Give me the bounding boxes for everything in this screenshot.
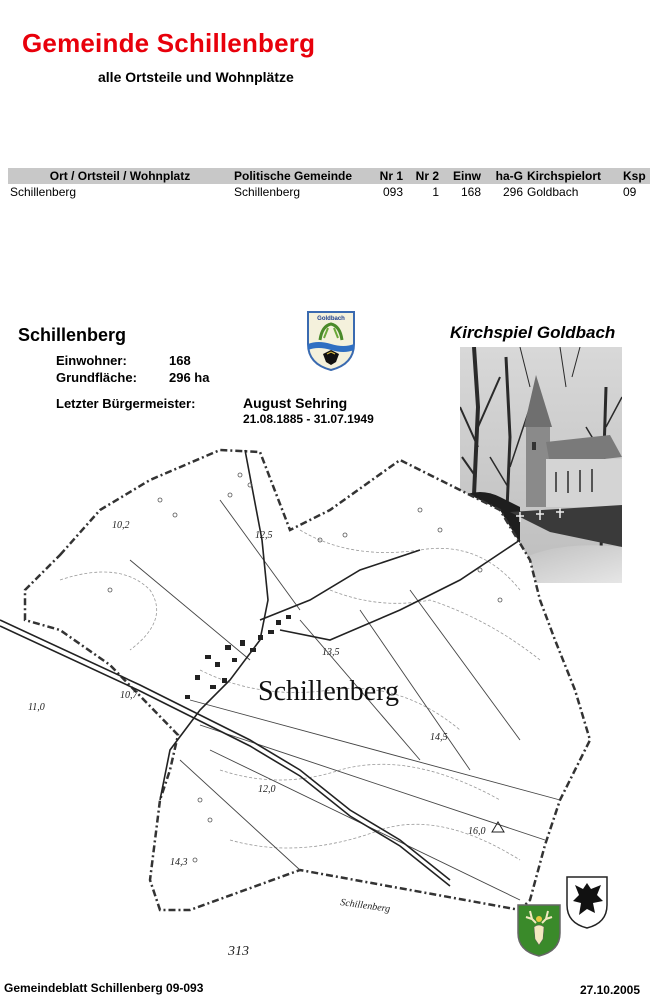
population-label: Einwohner: (56, 353, 127, 368)
page-title: Gemeinde Schillenberg (22, 28, 316, 58)
column-header: Ksp (621, 168, 650, 184)
area-label: Grundfläche: (56, 370, 137, 385)
table-cell: Schillenberg (234, 185, 301, 199)
mayor-dates: 21.08.1885 - 31.07.1949 (243, 412, 374, 426)
parish-title: Kirchspiel Goldbach (450, 323, 616, 342)
height-label: 12,0 (258, 784, 276, 795)
column-header: Ort / Ortsteil / Wohnplatz (8, 168, 232, 184)
area-value: 296 ha (169, 370, 210, 385)
height-label: 14,3 (170, 857, 188, 868)
height-label: 13,5 (322, 647, 340, 658)
height-label: 313 (228, 944, 249, 959)
mayor-label: Letzter Bürgermeister: (56, 396, 196, 411)
locality-stats (56, 352, 209, 386)
table-cell: 093 (382, 185, 403, 199)
table-cell: 09 (623, 185, 637, 199)
topographic-map (0, 440, 650, 970)
map-road-label: Schillenberg (339, 897, 391, 915)
goldbach-crest-icon (306, 310, 356, 372)
footer-date: 27.10.2005 (579, 983, 640, 997)
stat-row-population (56, 352, 209, 369)
column-header: Einw (441, 168, 483, 184)
column-header: Nr 2 (405, 168, 441, 184)
height-label: 14,5 (430, 732, 448, 743)
population-value: 168 (169, 353, 191, 368)
stat-row-area (56, 369, 209, 386)
height-label: 10,7 (120, 690, 138, 701)
table-header-row (8, 168, 650, 184)
column-header: ha-G (483, 168, 525, 184)
stag-crest-icon (516, 903, 562, 958)
table-cell: 1 (432, 185, 439, 199)
locality-table (8, 168, 650, 200)
table-cell: Goldbach (527, 185, 579, 199)
table-cell: 168 (460, 185, 481, 199)
mayor-name: August Sehring (243, 395, 348, 411)
crest-label: Goldbach (317, 316, 345, 322)
height-label: 11,0 (28, 702, 45, 713)
footer-document-id: Gemeindeblatt Schillenberg 09-093 (4, 981, 204, 995)
table-cell: Schillenberg (10, 185, 77, 199)
page-subtitle: alle Ortsteile und Wohnplätze (98, 69, 294, 85)
eagle-crest-icon (565, 875, 609, 930)
height-label: 12,5 (255, 530, 273, 541)
height-label: 10,2 (112, 520, 130, 531)
height-label: 16,0 (468, 826, 486, 837)
column-header: Kirchspielort (525, 168, 621, 184)
locality-name: Schillenberg (18, 325, 127, 345)
column-header: Nr 1 (369, 168, 405, 184)
table-cell: 296 (502, 185, 523, 199)
map-place-label: Schillenberg (258, 676, 400, 707)
table-row (8, 184, 650, 200)
column-header: Politische Gemeinde (232, 168, 369, 184)
